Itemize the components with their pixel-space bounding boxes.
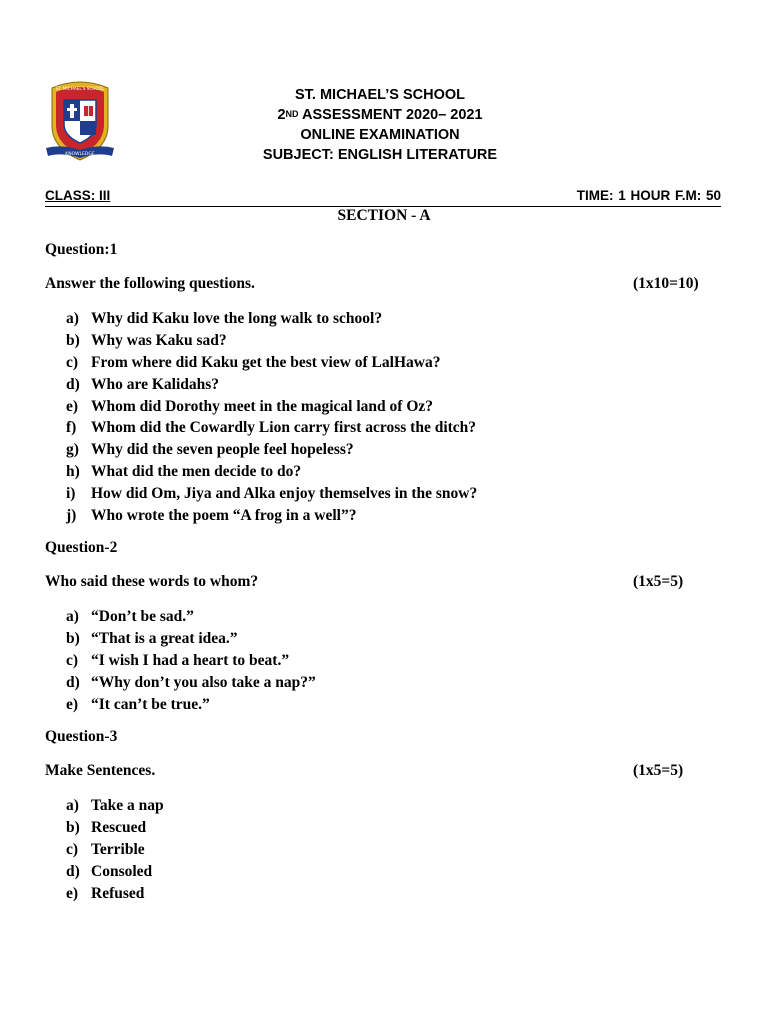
list-item <box>66 396 477 418</box>
item-marker: d) <box>66 375 80 393</box>
class-time-rule <box>45 188 721 207</box>
item-text: Who wrote the poem “A frog in a well”? <box>91 507 357 525</box>
class-label: CLASS: III <box>45 188 111 203</box>
item-text: How did Om, Jiya and Alka enjoy themselves in the snow? <box>91 485 478 503</box>
subject-line: SUBJECT: ENGLISH LITERATURE <box>262 147 498 163</box>
item-text: Whom did Dorothy meet in the magical land of Oz? <box>91 397 433 415</box>
list-item <box>66 694 316 716</box>
item-text: Whom did the Cowardly Lion carry first across the ditch? <box>91 419 477 437</box>
item-text: “I wish I had a heart to beat.” <box>91 651 290 669</box>
question-1-instruction: Answer the following questions. <box>45 275 255 292</box>
list-item <box>66 483 477 505</box>
question-3-list <box>66 795 164 904</box>
item-marker: h) <box>66 463 80 481</box>
question-1-marks: (1x10=10) <box>633 275 699 292</box>
list-item <box>66 817 164 839</box>
item-text: Rescued <box>91 818 147 836</box>
list-item <box>66 417 477 439</box>
question-2-heading: Question-2 <box>45 539 118 556</box>
item-marker: a) <box>66 310 79 327</box>
question-3-instruction: Make Sentences. <box>45 762 156 779</box>
item-marker: c) <box>66 651 79 669</box>
list-item <box>66 308 477 330</box>
item-text: Who are Kalidahs? <box>91 375 220 393</box>
question-1-heading: Question:1 <box>45 241 118 258</box>
question-2-marks: (1x5=5) <box>633 573 684 590</box>
list-item <box>66 606 316 628</box>
section-title: SECTION - A <box>337 207 431 224</box>
list-item <box>66 439 477 461</box>
list-item <box>66 795 164 817</box>
assessment-title <box>200 107 560 123</box>
list-item <box>66 330 477 352</box>
item-text: Take a nap <box>91 797 164 814</box>
item-marker: d) <box>66 862 80 880</box>
item-text: “Don’t be sad.” <box>91 608 194 625</box>
question-3-marks: (1x5=5) <box>633 762 684 779</box>
item-text: Refused <box>91 884 145 902</box>
time-marks-label: TIME: 1 HOUR F.M: 50 <box>576 188 721 203</box>
item-marker: a) <box>66 608 79 625</box>
item-marker: e) <box>66 397 79 415</box>
list-item <box>66 861 164 883</box>
item-text: Why was Kaku sad? <box>91 331 227 349</box>
question-3-heading: Question-3 <box>45 728 118 745</box>
list-item <box>66 628 316 650</box>
question-2-instruction: Who said these words to whom? <box>45 573 259 590</box>
item-text: Why did Kaku love the long walk to school? <box>91 310 383 327</box>
item-marker: b) <box>66 818 80 836</box>
item-text: Why did the seven people feel hopeless? <box>91 441 354 459</box>
logo-top-text: ST. MICHAEL'S SCHOOL <box>55 86 105 91</box>
list-item <box>66 672 316 694</box>
school-crest-logo <box>44 78 116 166</box>
list-item <box>66 839 164 861</box>
logo-motto: KNOWLEDGE <box>65 152 95 157</box>
list-item <box>66 374 477 396</box>
question-2-list <box>66 606 316 715</box>
item-marker: e) <box>66 884 79 902</box>
list-item <box>66 505 477 527</box>
assessment-ordinal-suffix: ND <box>285 109 299 119</box>
item-text: “It can’t be true.” <box>91 695 210 713</box>
item-marker: d) <box>66 673 80 691</box>
item-marker: e) <box>66 695 79 713</box>
item-marker: c) <box>66 353 79 371</box>
item-text: “That is a great idea.” <box>91 629 238 647</box>
item-text: What did the men decide to do? <box>91 463 302 481</box>
item-marker: c) <box>66 840 79 858</box>
exam-type: ONLINE EXAMINATION <box>300 127 460 143</box>
item-text: “Why don’t you also take a nap?” <box>91 673 316 691</box>
item-marker: b) <box>66 629 80 647</box>
list-item <box>66 883 164 905</box>
school-name: ST. MICHAEL’S SCHOOL <box>295 87 465 103</box>
list-item <box>66 461 477 483</box>
list-item <box>66 650 316 672</box>
item-marker: j) <box>66 507 77 525</box>
assessment-year: ASSESSMENT 2020– 2021 <box>298 107 483 123</box>
item-text: Consoled <box>91 862 153 880</box>
list-item <box>66 352 477 374</box>
item-marker: a) <box>66 797 79 814</box>
assessment-number: 2 <box>277 107 286 123</box>
item-marker: g) <box>66 441 79 459</box>
item-marker: b) <box>66 331 80 349</box>
item-text: Terrible <box>91 840 145 858</box>
item-text: From where did Kaku get the best view of LalHawa? <box>91 353 441 371</box>
item-marker: i) <box>66 485 76 503</box>
question-1-list <box>66 308 477 527</box>
item-marker: f) <box>66 419 77 437</box>
